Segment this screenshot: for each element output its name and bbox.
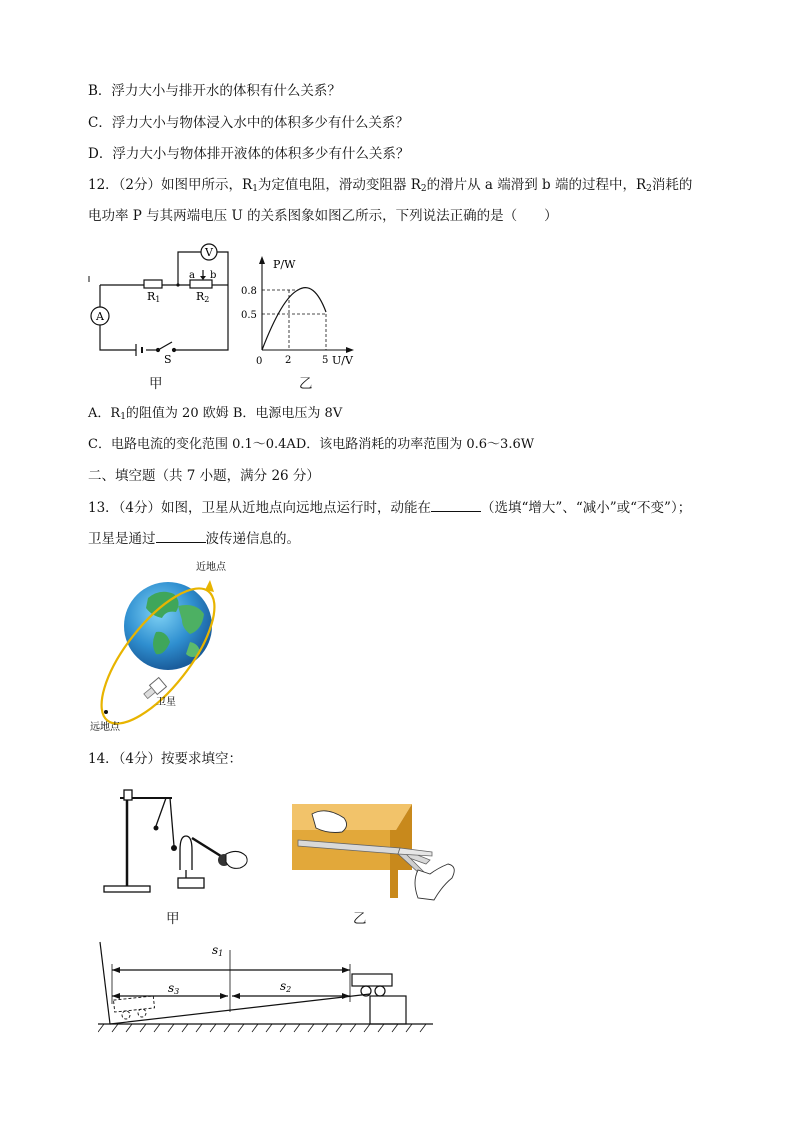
r2-label: R2 [196, 290, 210, 304]
graph-caption: 乙 [299, 376, 313, 392]
hand-icon [226, 851, 247, 868]
q14-title: 14．（4分）按要求填空： [88, 751, 243, 767]
fork-base [178, 878, 204, 888]
switch-label: S [164, 353, 172, 366]
power-curve [262, 288, 326, 350]
tuning-fork-figure [100, 780, 260, 900]
satellite-label: 卫星 [156, 697, 176, 708]
r2-rheostat [190, 280, 212, 288]
r1-resistor [144, 280, 162, 288]
pendulum-ball [171, 845, 177, 851]
near-point-label: 近地点 [196, 562, 226, 573]
power-voltage-graph [240, 252, 370, 370]
x-tick-2: 2 [285, 355, 292, 366]
q12-stem-line2: 电功率 P 与其两端电压 U 的关系图象如图乙所示，下列说法正确的是（ ） [88, 208, 558, 224]
section-2-heading: 二、填空题（共 7 小题，满分 26 分） [88, 468, 320, 484]
q12-stem-line1: 12．（2分）如图甲所示，$R_1$为定值电阻，滑动变阻器 $R_2$的滑片从 a 端滑到 b 端的过程中，$R_2$消耗的 [88, 177, 693, 194]
ammeter-label: A [96, 310, 104, 323]
q13-blank-1[interactable] [431, 499, 481, 512]
s1-label: s1 [212, 943, 224, 958]
q11-option-b: B．浮力大小与排开水的体积有什么关系？ [88, 83, 341, 99]
x-axis-label: U/V [332, 354, 353, 367]
fork-caption: 甲 [166, 911, 180, 927]
terminal-b-label: b [210, 270, 217, 281]
r1-label: R1 [147, 290, 161, 304]
y-tick-0.5: 0.5 [241, 310, 257, 321]
voltmeter-label: V [205, 246, 213, 259]
y-axis-label: P/W [273, 258, 296, 271]
cart [352, 974, 392, 986]
q11-option-c: C．浮力大小与物体浸入水中的体积多少有什么关系？ [88, 115, 409, 131]
satellite-orbit-figure [86, 558, 236, 738]
circuit-diagram [86, 238, 236, 368]
ruler-vibration-figure [292, 800, 462, 904]
incline-figure [98, 932, 438, 1038]
q13-stem-line1: 13．（4分）如图，卫星从近地点向远地点运行时，动能在 （选填“增大”、“减小”或“不变”）； [88, 500, 692, 516]
q11-option-d: D．浮力大小与物体排开液体的体积多少有什么关系？ [88, 146, 410, 162]
circuit-caption: 甲 [149, 376, 163, 392]
q12-options-cd: C．电路电流的变化范围 0.1～0.4AD．该电路消耗的功率范围为 0.6～3.6W [88, 437, 535, 452]
q13-blank-2[interactable] [156, 530, 206, 543]
stand-base [104, 886, 150, 892]
x-tick-5: 5 [322, 355, 329, 366]
q12-options-ab: A．$R_1$的阻值为 20 欧姆 B．电源电压为 8V [88, 406, 343, 422]
y-tick-0.8: 0.8 [241, 286, 257, 297]
s3-label: s3 [168, 981, 180, 996]
q13-stem-line2: 卫星是通过 波传递信息的。 [88, 531, 300, 547]
origin-label: 0 [256, 356, 263, 367]
ruler-caption: 乙 [353, 911, 367, 927]
s2-label: s2 [280, 979, 292, 994]
far-point-label: 远地点 [90, 722, 120, 733]
terminal-a-label: a [189, 270, 195, 281]
